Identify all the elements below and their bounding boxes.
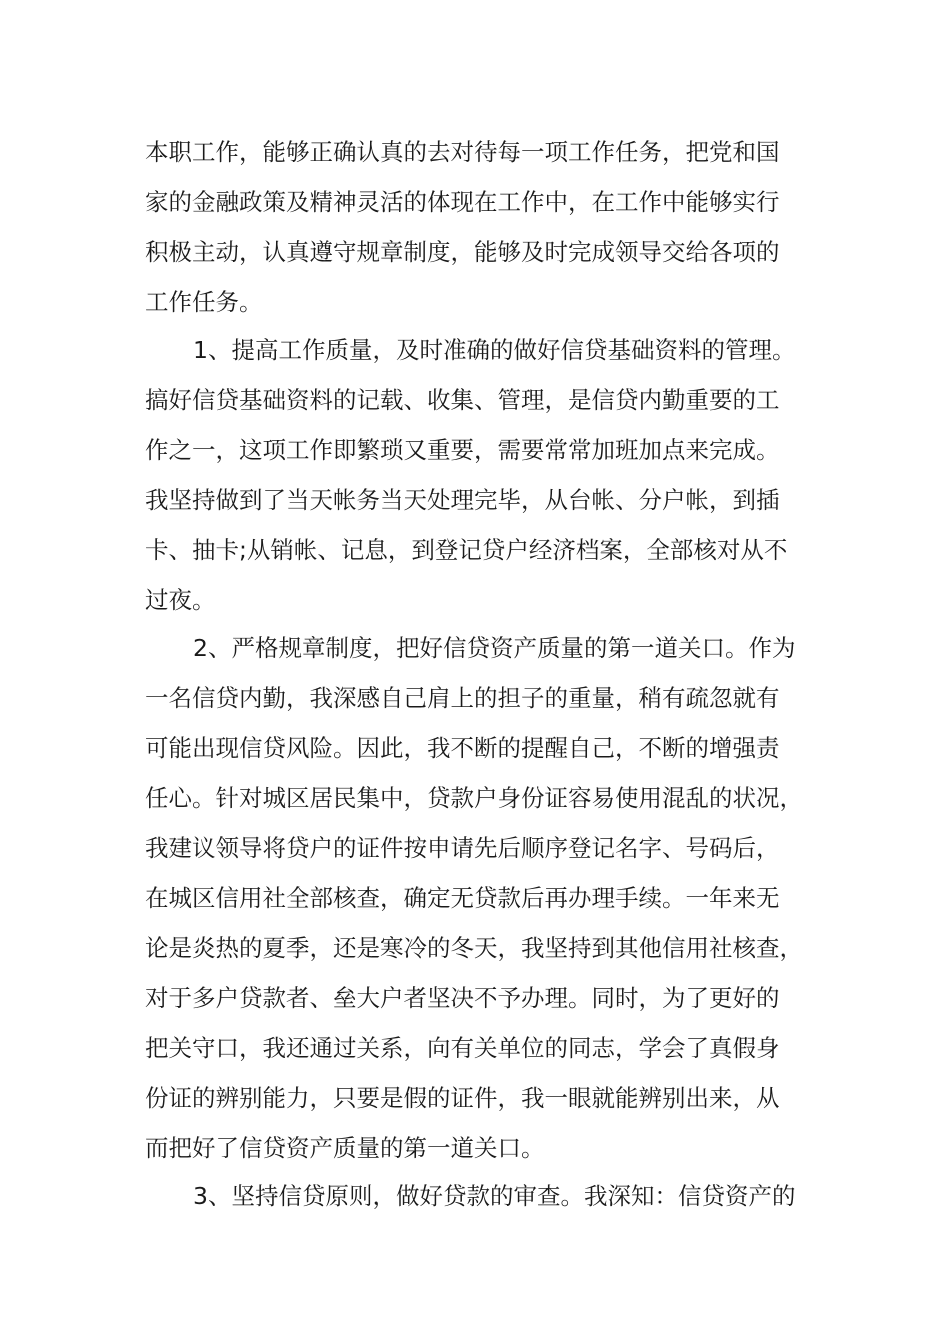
- text-line: 份证的辨别能力，只要是假的证件，我一眼就能辨别出来，从: [145, 1084, 780, 1112]
- text-line: 论是炎热的夏季，还是寒冷的冬天，我坚持到其他信用社核查，: [145, 934, 803, 962]
- text-line: 卡、抽卡;从销帐、记息，到登记贷户经济档案，全部核对从不: [145, 536, 788, 564]
- text-line: 我建议领导将贷户的证件按申请先后顺序登记名字、号码后，: [145, 834, 780, 862]
- text-line: 可能出现信贷风险。因此，我不断的提醒自己，不断的增强责: [145, 734, 780, 762]
- text-line: 家的金融政策及精神灵活的体现在工作中，在工作中能够实行: [145, 188, 780, 216]
- paragraph-heading-1: 1、提高工作质量，及时准确的做好信贷基础资料的管理。: [193, 336, 796, 364]
- text-line: 积极主动，认真遵守规章制度，能够及时完成领导交给各项的: [145, 238, 780, 266]
- text-line: 本职工作，能够正确认真的去对待每一项工作任务，把党和国: [145, 138, 780, 166]
- text-line: 工作任务。: [145, 288, 263, 316]
- text-line: 任心。针对城区居民集中，贷款户身份证容易使用混乱的状况，: [145, 784, 803, 812]
- text-line: 对于多户贷款者、垒大户者坚决不予办理。同时，为了更好的: [145, 984, 780, 1012]
- text-line: 搞好信贷基础资料的记载、收集、管理，是信贷内勤重要的工: [145, 386, 780, 414]
- text-line: 一名信贷内勤，我深感自己肩上的担子的重量，稍有疏忽就有: [145, 684, 780, 712]
- text-line: 把关守口，我还通过关系，向有关单位的同志，学会了真假身: [145, 1034, 780, 1062]
- text-line: 而把好了信贷资产质量的第一道关口。: [145, 1134, 545, 1162]
- text-line: 在城区信用社全部核查，确定无贷款后再办理手续。一年来无: [145, 884, 780, 912]
- text-line: 过夜。: [145, 586, 216, 614]
- text-line: 作之一，这项工作即繁琐又重要，需要常常加班加点来完成。: [145, 436, 780, 464]
- paragraph-heading-3: 3、坚持信贷原则，做好贷款的审查。我深知：信贷资产的: [193, 1182, 796, 1210]
- paragraph-heading-2: 2、严格规章制度，把好信贷资产质量的第一道关口。作为: [193, 634, 796, 662]
- text-line: 我坚持做到了当天帐务当天处理完毕，从台帐、分户帐，到插: [145, 486, 780, 514]
